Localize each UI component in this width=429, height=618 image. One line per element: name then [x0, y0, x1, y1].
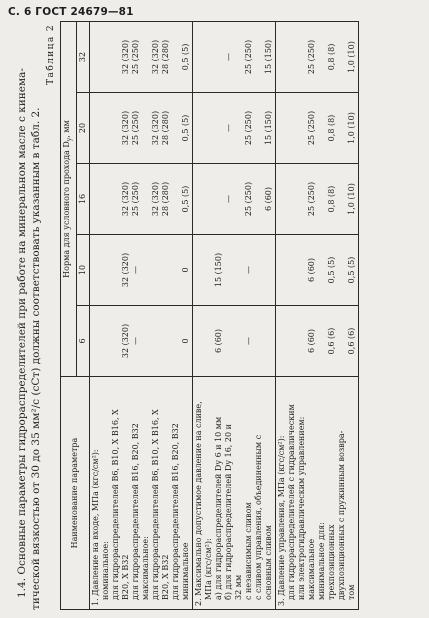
value-line	[254, 25, 264, 89]
value-line	[141, 167, 151, 231]
value-line	[194, 96, 204, 160]
value-line	[171, 96, 181, 160]
value-line: 0,5 (5)	[181, 43, 190, 71]
value-line	[317, 238, 327, 302]
value-line: —	[131, 337, 140, 345]
value-line: 32 (320)	[121, 323, 130, 359]
value-cell-32	[276, 21, 359, 92]
value-line	[91, 309, 101, 373]
param-line: максимальное	[307, 538, 316, 600]
value-line	[204, 167, 214, 231]
value-line	[234, 25, 244, 89]
value-line	[204, 25, 214, 89]
parameters-table	[60, 21, 359, 610]
param-cell	[90, 377, 193, 610]
value-line	[171, 309, 181, 373]
value-cell-6	[276, 306, 359, 377]
value-line	[287, 96, 297, 160]
value-line: 0,8 (8)	[327, 114, 336, 142]
size-header-32: 32	[77, 21, 90, 92]
value-line	[224, 238, 234, 302]
value-line	[317, 309, 327, 373]
value-line: —	[224, 52, 233, 61]
value-line	[297, 238, 307, 302]
param-cell	[276, 377, 359, 610]
value-cell-16	[276, 164, 359, 235]
value-line: 6 (60)	[307, 328, 316, 354]
value-line: 0,5 (5)	[181, 185, 190, 213]
value-line	[297, 96, 307, 160]
value-cell-32	[193, 21, 276, 92]
value-line	[194, 25, 204, 89]
value-line	[234, 309, 244, 373]
value-line: 0,5 (5)	[181, 114, 190, 142]
param-line: МПа (кгс/см²):	[204, 538, 213, 600]
value-line	[101, 25, 111, 89]
value-line: 1,0 (10)	[347, 112, 356, 144]
value-line: 25 (250)	[244, 110, 253, 146]
value-line	[204, 238, 214, 302]
intro-line-2: тической вязкостью от 30 до 35 мм²/с (сСт) должны соответствовать указанным в табл. 2.	[29, 107, 42, 610]
value-line	[254, 96, 264, 160]
value-line	[297, 309, 307, 373]
param-line: В20, Х В32	[161, 554, 170, 600]
value-line: 15 (150)	[264, 39, 273, 75]
value-line	[141, 25, 151, 89]
value-line: 6 (60)	[214, 328, 223, 354]
value-line: 0,8 (8)	[327, 43, 336, 71]
value-line	[101, 238, 111, 302]
value-line	[234, 167, 244, 231]
value-line	[277, 25, 287, 89]
param-line: минимальное для:	[317, 522, 326, 600]
value-line	[151, 238, 161, 302]
table-number: Таблица 2	[46, 24, 56, 85]
value-line	[214, 167, 224, 231]
value-cell-32	[90, 21, 193, 92]
table-row	[193, 21, 276, 609]
value-line	[254, 309, 264, 373]
param-line: трехпозиционных	[327, 524, 336, 600]
value-line	[111, 238, 121, 302]
value-line: 32 (320)	[121, 181, 130, 217]
value-line	[171, 238, 181, 302]
value-line	[297, 167, 307, 231]
size-header-10: 10	[77, 235, 90, 306]
value-line: 0,8 (8)	[327, 185, 336, 213]
value-line	[264, 309, 274, 373]
value-line	[214, 25, 224, 89]
value-line: —	[224, 124, 233, 132]
value-line	[194, 238, 204, 302]
value-line	[277, 238, 287, 302]
value-line	[277, 96, 287, 160]
value-line	[224, 309, 234, 373]
norm-header: Норма для условного прохода $D_у$, мм	[61, 21, 77, 376]
value-line: 25 (250)	[307, 181, 316, 217]
value-line: —	[244, 266, 253, 274]
value-line: 0	[181, 267, 190, 273]
value-line	[317, 25, 327, 89]
value-cell-20	[90, 93, 193, 164]
value-line: 0,6 (6)	[327, 327, 336, 355]
param-line: с независимым сливом	[244, 502, 253, 600]
size-header-16: 16	[77, 164, 90, 235]
value-line	[101, 309, 111, 373]
value-line: —	[224, 195, 233, 203]
value-line	[91, 25, 101, 89]
param-header: Наименование параметра	[61, 377, 90, 610]
value-line	[337, 238, 347, 302]
param-line: или электрогидравлическим управлением:	[297, 416, 306, 600]
param-line: для гидрораспределителей В16, В20, В32	[131, 423, 140, 600]
param-line: том	[347, 584, 356, 600]
value-line	[111, 167, 121, 231]
intro-paragraph	[16, 20, 43, 610]
value-line: 0,5 (5)	[327, 256, 336, 284]
value-cell-10	[90, 235, 193, 306]
value-line	[171, 167, 181, 231]
value-line	[277, 167, 287, 231]
value-line	[254, 238, 264, 302]
size-header-6: 6	[77, 306, 90, 377]
size-header-20: 20	[77, 93, 90, 164]
value-line	[141, 309, 151, 373]
value-cell-10	[276, 235, 359, 306]
value-line: 25 (250)	[131, 110, 140, 146]
value-line	[111, 25, 121, 89]
param-line: В20, Х В32	[121, 554, 130, 600]
value-line: —	[131, 266, 140, 274]
param-line: для гидрораспределителей В16, В20, В32	[171, 423, 180, 600]
value-line	[171, 25, 181, 89]
value-line	[91, 96, 101, 160]
value-line	[204, 96, 214, 160]
value-line: 0,6 (6)	[347, 327, 356, 355]
value-line	[161, 309, 171, 373]
value-line: 25 (250)	[307, 110, 316, 146]
value-line: 32 (320)	[121, 252, 130, 288]
value-line: 25 (250)	[131, 39, 140, 75]
value-line: 32 (320)	[151, 39, 160, 75]
value-line: 25 (250)	[244, 39, 253, 75]
param-line: двухпозиционных с пружинным возвра-	[337, 430, 346, 600]
value-line	[337, 309, 347, 373]
param-line: а) для гидрораспределителей Dу 6 и 10 мм	[214, 416, 223, 600]
value-line: 32 (320)	[121, 39, 130, 75]
value-line	[234, 238, 244, 302]
intro-line-1: 1.4. Основные параметры гидрораспределителей при работе на минеральном масле с кинема-	[16, 68, 28, 598]
param-line: минимальное	[181, 542, 190, 600]
value-line	[254, 167, 264, 231]
value-line	[204, 309, 214, 373]
value-line	[317, 96, 327, 160]
value-line	[111, 96, 121, 160]
value-line	[161, 238, 171, 302]
value-line	[287, 167, 297, 231]
value-cell-16	[90, 164, 193, 235]
value-line	[91, 238, 101, 302]
value-line	[151, 309, 161, 373]
param-line: 3. Давление управления, МПа (кгс/см²):	[277, 435, 286, 606]
value-line	[101, 167, 111, 231]
value-line: 15 (150)	[214, 252, 223, 288]
value-line: 32 (320)	[121, 110, 130, 146]
value-line	[194, 167, 204, 231]
value-line	[91, 167, 101, 231]
value-line: 25 (250)	[131, 181, 140, 217]
value-line	[287, 309, 297, 373]
table-body	[90, 21, 359, 609]
value-line: 32 (320)	[151, 110, 160, 146]
value-line	[277, 309, 287, 373]
table-row	[90, 21, 193, 609]
value-line	[141, 238, 151, 302]
param-line: с сливом управления, объединенным с	[254, 434, 263, 600]
param-line: основным сливом	[264, 525, 273, 600]
value-line	[337, 25, 347, 89]
value-line	[101, 96, 111, 160]
param-line: для гидрораспределителей с гидравлическим	[287, 404, 296, 600]
value-cell-10	[193, 235, 276, 306]
value-cell-20	[276, 93, 359, 164]
value-line: 32 (320)	[151, 181, 160, 217]
table-row	[276, 21, 359, 609]
value-line	[337, 167, 347, 231]
param-line: для гидрораспределителей В6, В10, Х В16, Х	[151, 409, 160, 600]
value-line	[297, 25, 307, 89]
value-line: 28 (280)	[161, 39, 170, 75]
param-line: 32 мм	[234, 574, 243, 600]
value-line	[214, 96, 224, 160]
value-line	[194, 309, 204, 373]
value-line	[264, 238, 274, 302]
value-line: 15 (150)	[264, 110, 273, 146]
param-line: максимальное:	[141, 536, 150, 600]
value-line: 28 (280)	[161, 181, 170, 217]
param-line: б) для гидрораспределителей Dу 16, 20 и	[224, 424, 233, 600]
value-line: 0,5 (5)	[347, 256, 356, 284]
value-line: —	[244, 337, 253, 345]
value-line: 6 (60)	[264, 186, 273, 212]
value-line	[317, 167, 327, 231]
rotated-content	[16, 20, 411, 610]
value-cell-20	[193, 93, 276, 164]
value-line	[141, 96, 151, 160]
param-line: для гидрораспределителей В6, В10, Х В16, Х	[111, 409, 120, 600]
value-line: 1,0 (10)	[347, 183, 356, 215]
param-line: 2. Максимально допустимое давление на сливе,	[194, 401, 203, 606]
page-header: С. 6 ГОСТ 24679—81	[8, 6, 134, 18]
value-line	[287, 25, 297, 89]
value-cell-6	[90, 306, 193, 377]
param-cell	[193, 377, 276, 610]
value-line: 25 (250)	[307, 39, 316, 75]
value-line	[111, 309, 121, 373]
value-line: 6 (60)	[307, 257, 316, 283]
param-line: 1. Давление на входе, МПа (кгс/см²):	[91, 449, 100, 606]
value-line	[337, 96, 347, 160]
param-line: номинальное:	[101, 541, 110, 600]
value-line: 28 (280)	[161, 110, 170, 146]
value-cell-6	[193, 306, 276, 377]
value-line: 25 (250)	[244, 181, 253, 217]
value-line	[234, 96, 244, 160]
value-cell-16	[193, 164, 276, 235]
value-line	[287, 238, 297, 302]
value-line: 1,0 (10)	[347, 41, 356, 73]
value-line: 0	[181, 338, 190, 344]
